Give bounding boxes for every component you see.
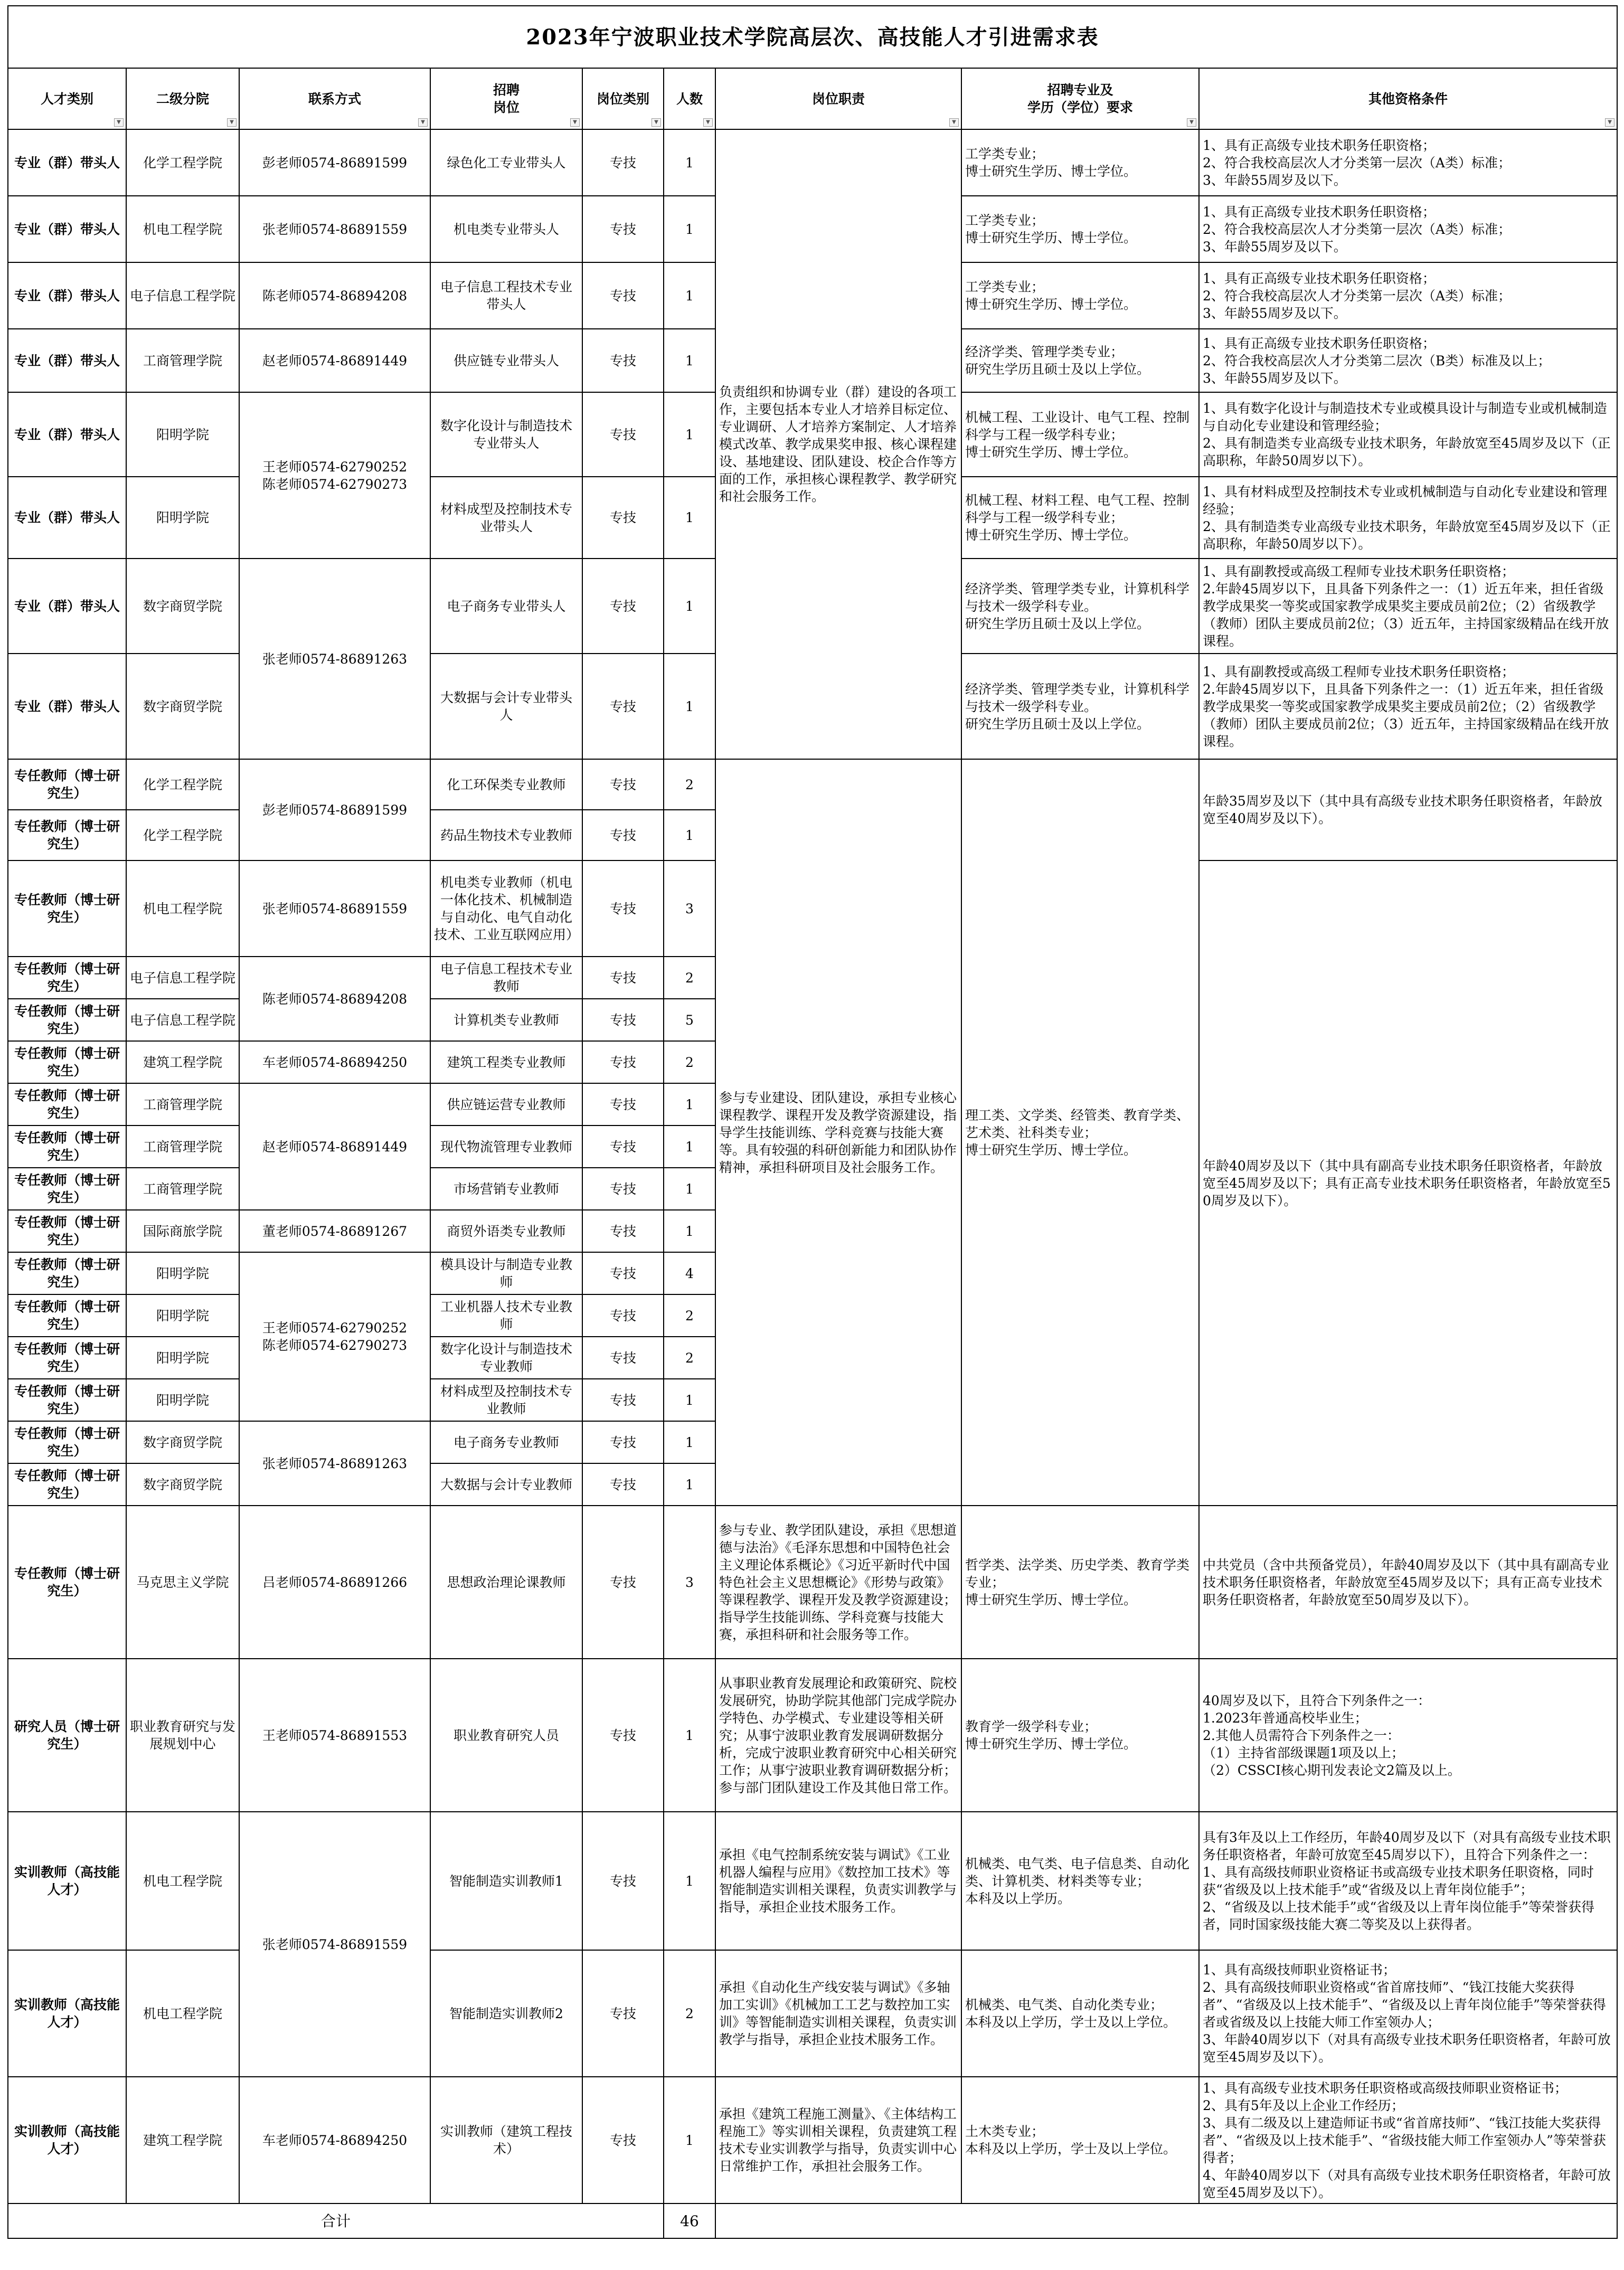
major-requirement: 经济学类、管理学类专业，计算机科学与技术一级学科专业。 研究生学历且硕士及以上学位。: [961, 654, 1199, 759]
college: 化学工程学院: [126, 810, 239, 860]
headcount: 3: [664, 1506, 715, 1659]
headcount: 1: [664, 1083, 715, 1125]
post-name: 机电类专业带头人: [430, 196, 582, 262]
headcount: 1: [664, 1168, 715, 1210]
contact: 张老师0574-86891263: [239, 1421, 430, 1506]
page-title: 2023年宁波职业技术学院高层次、高技能人才引进需求表: [8, 6, 1617, 68]
other-requirement: 1、具有正高级专业技术职务任职资格； 2、符合我校高层次人才分类第二层次（B类）标准及以上； 3、年龄55周岁及以下。: [1199, 329, 1617, 392]
post-type: 专技: [582, 129, 664, 196]
talent-category: 专任教师（博士研究生）: [8, 999, 126, 1041]
headcount: 1: [664, 1812, 715, 1950]
post-type: 专技: [582, 262, 664, 329]
other-requirement: 年龄35周岁及以下（其中具有高级专业技术职务任职资格者，年龄放宽至40周岁及以下）。: [1199, 759, 1617, 860]
table-row: [8, 1506, 1617, 1659]
contact: 彭老师0574-86891599: [239, 129, 430, 196]
post-name: 计算机类专业教师: [430, 999, 582, 1041]
talent-category: 实训教师（高技能人才）: [8, 1950, 126, 2077]
post-name: 药品生物技术专业教师: [430, 810, 582, 860]
post-type: 专技: [582, 2077, 664, 2203]
filter-dropdown-icon[interactable]: ▼: [703, 118, 713, 127]
major-requirement: 工学类专业； 博士研究生学历、博士学位。: [961, 129, 1199, 196]
headcount: 1: [664, 1210, 715, 1252]
post-name: 绿色化工专业带头人: [430, 129, 582, 196]
college: 机电工程学院: [126, 196, 239, 262]
college: 机电工程学院: [126, 1812, 239, 1950]
major-requirement: 机械类、电气类、自动化类专业； 本科及以上学历，学士及以上学位。: [961, 1950, 1199, 2077]
headcount: 2: [664, 759, 715, 810]
contact: 王老师0574-86891553: [239, 1659, 430, 1812]
major-requirement: 经济学类、管理学类专业； 研究生学历且硕士及以上学位。: [961, 329, 1199, 392]
post-name: 智能制造实训教师1: [430, 1812, 582, 1950]
headcount: 1: [664, 392, 715, 477]
college: 工商管理学院: [126, 1083, 239, 1125]
major-requirement: 经济学类、管理学类专业，计算机科学与技术一级学科专业。 研究生学历且硕士及以上学位。: [961, 559, 1199, 654]
talent-category: 专任教师（博士研究生）: [8, 1421, 126, 1463]
post-name: 模具设计与制造专业教师: [430, 1252, 582, 1294]
post-name: 工业机器人技术专业教师: [430, 1294, 582, 1337]
table-row: [8, 1659, 1617, 1812]
duties: 承担《建筑工程施工测量》、《主体结构工程施工》等实训相关课程，负责建筑工程技术专业实训教学与指导，负责实训中心日常维护工作，承担社会服务工作。: [715, 2077, 961, 2203]
college: 阳明学院: [126, 1252, 239, 1294]
talent-category: 专任教师（博士研究生）: [8, 1463, 126, 1506]
contact: 赵老师0574-86891449: [239, 329, 430, 392]
post-type: 专技: [582, 1379, 664, 1421]
other-requirement: 1、具有正高级专业技术职务任职资格； 2、符合我校高层次人才分类第一层次（A类）标准； 3、年龄55周岁及以下。: [1199, 262, 1617, 329]
other-requirement: 1、具有正高级专业技术职务任职资格； 2、符合我校高层次人才分类第一层次（A类）标准； 3、年龄55周岁及以下。: [1199, 196, 1617, 262]
headcount: 1: [664, 810, 715, 860]
post-name: 电子信息工程技术专业带头人: [430, 262, 582, 329]
post-name: 数字化设计与制造技术专业教师: [430, 1337, 582, 1379]
duties: 参与专业建设、团队建设，承担专业核心课程教学、课程开发及教学资源建设，指导学生技能训练、学科竞赛与技能大赛等。具有较强的科研创新能力和团队协作精神，承担科研项目及社会服务工作。: [715, 759, 961, 1506]
post-name: 供应链专业带头人: [430, 329, 582, 392]
talent-category: 专业（群）带头人: [8, 196, 126, 262]
other-requirement: 40周岁及以下，且符合下列条件之一： 1.2023年普通高校毕业生； 2.其他人员需符合下列条件之一： （1）主持省部级课题1项及以上； （2）CSSCI核心期刊发表论文2篇及以上。: [1199, 1659, 1617, 1812]
post-type: 专技: [582, 1950, 664, 2077]
table-row: [8, 2077, 1617, 2203]
contact: 王老师0574-62790252 陈老师0574-62790273: [239, 1252, 430, 1421]
headcount: 1: [664, 1659, 715, 1812]
major-requirement: 机械类、电气类、电子信息类、自动化类、计算机类、材料类等专业； 本科及以上学历。: [961, 1812, 1199, 1950]
other-requirement: 1、具有高级技师职业资格证书； 2、具有高级技师职业资格或“省首席技师”、“钱江技能大奖获得者”、“省级及以上技术能手”、“省级及以上青年岗位能手”等荣誉获得者或省级及以上技能大师工作室领办人； 3、年龄40周岁以下（对具有高级专业技术职务任职资格者，年龄可放宽至45周岁及以下）。: [1199, 1950, 1617, 2077]
headcount: 1: [664, 477, 715, 559]
table-row: [8, 1812, 1617, 1950]
post-type: 专技: [582, 1252, 664, 1294]
headcount: 1: [664, 1379, 715, 1421]
filter-dropdown-icon[interactable]: ▼: [114, 118, 124, 127]
major-requirement: 机械工程、材料工程、电气工程、控制科学与工程一级学科专业； 博士研究生学历、博士学位。: [961, 477, 1199, 559]
post-type: 专技: [582, 860, 664, 957]
headcount: 1: [664, 262, 715, 329]
contact: 车老师0574-86894250: [239, 2077, 430, 2203]
talent-category: 专业（群）带头人: [8, 129, 126, 196]
filter-dropdown-icon[interactable]: ▼: [1187, 118, 1196, 127]
header-duties[interactable]: 岗位职责 ▼: [715, 68, 961, 129]
college: 建筑工程学院: [126, 1041, 239, 1083]
post-type: 专技: [582, 1659, 664, 1812]
other-requirement: 1、具有材料成型及控制技术专业或机械制造与自动化专业建设和管理经验； 2、具有制造类专业高级专业技术职务，年龄放宽至45周岁及以下（正高职称，年龄50周岁以下）。: [1199, 477, 1617, 559]
post-type: 专技: [582, 1812, 664, 1950]
post-name: 机电类专业教师（机电一体化技术、机械制造与自动化、电气自动化技术、工业互联网应用）: [430, 860, 582, 957]
post-name: 大数据与会计专业带头人: [430, 654, 582, 759]
talent-category: 专任教师（博士研究生）: [8, 1252, 126, 1294]
post-type: 专技: [582, 1168, 664, 1210]
post-type: 专技: [582, 810, 664, 860]
headcount: 1: [664, 129, 715, 196]
college: 机电工程学院: [126, 1950, 239, 2077]
major-requirement: 土木类专业； 本科及以上学历，学士及以上学位。: [961, 2077, 1199, 2203]
other-requirement: 年龄40周岁及以下（其中具有副高专业技术职务任职资格者，年龄放宽至45周岁及以下；具有正高专业技术职务任职资格者，年龄放宽至50周岁及以下）。: [1199, 860, 1617, 1506]
college: 数字商贸学院: [126, 1463, 239, 1506]
post-name: 数字化设计与制造技术专业带头人: [430, 392, 582, 477]
post-type: 专技: [582, 1083, 664, 1125]
post-type: 专技: [582, 654, 664, 759]
post-type: 专技: [582, 759, 664, 810]
college: 电子信息工程学院: [126, 999, 239, 1041]
talent-category: 专业（群）带头人: [8, 392, 126, 477]
other-requirement: 中共党员（含中共预备党员），年龄40周岁及以下（其中具有副高专业技术职务任职资格者，年龄放宽至45周岁及以下；具有正高专业技术职务任职资格者，年龄放宽至50周岁及以下）。: [1199, 1506, 1617, 1659]
headcount: 2: [664, 1041, 715, 1083]
headcount: 1: [664, 329, 715, 392]
talent-category: 专任教师（博士研究生）: [8, 957, 126, 999]
talent-category: 专任教师（博士研究生）: [8, 1337, 126, 1379]
header-college[interactable]: 二级分院 ▼: [126, 68, 239, 129]
filter-dropdown-icon[interactable]: ▼: [1605, 118, 1614, 127]
post-type: 专技: [582, 1210, 664, 1252]
headcount: 3: [664, 860, 715, 957]
contact: 张老师0574-86891263: [239, 559, 430, 759]
contact: 张老师0574-86891559: [239, 196, 430, 262]
talent-category: 专业（群）带头人: [8, 477, 126, 559]
post-type: 专技: [582, 559, 664, 654]
talent-category: 专任教师（博士研究生）: [8, 1294, 126, 1337]
college: 阳明学院: [126, 477, 239, 559]
college: 化学工程学院: [126, 129, 239, 196]
post-name: 市场营销专业教师: [430, 1168, 582, 1210]
contact: 陈老师0574-86894208: [239, 957, 430, 1041]
major-requirement: 机械工程、工业设计、电气工程、控制科学与工程一级学科专业； 博士研究生学历、博士学位。: [961, 392, 1199, 477]
post-name: 建筑工程类专业教师: [430, 1041, 582, 1083]
other-requirement: 1、具有正高级专业技术职务任职资格； 2、符合我校高层次人才分类第一层次（A类）标准； 3、年龄55周岁及以下。: [1199, 129, 1617, 196]
post-name: 电子信息工程技术专业教师: [430, 957, 582, 999]
headcount: 1: [664, 1463, 715, 1506]
other-requirement: 1、具有数字化设计与制造技术专业或模具设计与制造专业或机械制造与自动化专业建设和管理经验； 2、具有制造类专业高级专业技术职务，年龄放宽至45周岁及以下（正高职称，年龄50周岁以下）。: [1199, 392, 1617, 477]
duties: 承担《自动化生产线安装与调试》《多轴加工实训》《机械加工工艺与数控加工实训》等智能制造实训相关课程，负责实训教学与指导，承担企业技术服务工作。: [715, 1950, 961, 2077]
talent-category: 实训教师（高技能人才）: [8, 1812, 126, 1950]
talent-category: 专业（群）带头人: [8, 329, 126, 392]
headcount: 1: [664, 2077, 715, 2203]
total-empty: [715, 2203, 1617, 2238]
duties: 负责组织和协调专业（群）建设的各项工作，主要包括本专业人才培养目标定位、专业调研、人才培养方案制定、人才培养模式改革、教学成果奖申报、核心课程建设、基地建设、团队建设、校企合作等方面的工作，承担核心课程教学、教学研究和社会服务工作。: [715, 129, 961, 759]
contact: 陈老师0574-86894208: [239, 262, 430, 329]
contact: 车老师0574-86894250: [239, 1041, 430, 1083]
post-name: 材料成型及控制技术专业教师: [430, 1379, 582, 1421]
headcount: 2: [664, 1950, 715, 2077]
talent-category: 专任教师（博士研究生）: [8, 1083, 126, 1125]
contact: 董老师0574-86891267: [239, 1210, 430, 1252]
post-type: 专技: [582, 1294, 664, 1337]
filter-dropdown-icon[interactable]: ▼: [227, 118, 237, 127]
college: 阳明学院: [126, 1337, 239, 1379]
college: 工商管理学院: [126, 1125, 239, 1168]
filter-dropdown-icon[interactable]: ▼: [418, 118, 428, 127]
major-requirement: 教育学一级学科专业； 博士研究生学历、博士学位。: [961, 1659, 1199, 1812]
header-contact[interactable]: 联系方式 ▼: [239, 68, 430, 129]
post-name: 职业教育研究人员: [430, 1659, 582, 1812]
post-type: 专技: [582, 1463, 664, 1506]
college: 阳明学院: [126, 392, 239, 477]
college: 机电工程学院: [126, 860, 239, 957]
talent-category: 专任教师（博士研究生）: [8, 810, 126, 860]
headcount: 2: [664, 957, 715, 999]
post-name: 供应链运营专业教师: [430, 1083, 582, 1125]
talent-category: 专业（群）带头人: [8, 262, 126, 329]
post-name: 商贸外语类专业教师: [430, 1210, 582, 1252]
contact: 赵老师0574-86891449: [239, 1083, 430, 1210]
headcount: 1: [664, 1125, 715, 1168]
post-type: 专技: [582, 1337, 664, 1379]
header-post[interactable]: 招聘 岗位 ▼: [430, 68, 582, 129]
headcount: 2: [664, 1294, 715, 1337]
post-name: 化工环保类专业教师: [430, 759, 582, 810]
college: 数字商贸学院: [126, 1421, 239, 1463]
post-name: 材料成型及控制技术专业带头人: [430, 477, 582, 559]
talent-category: 专任教师（博士研究生）: [8, 860, 126, 957]
college: 电子信息工程学院: [126, 957, 239, 999]
talent-category: 专任教师（博士研究生）: [8, 1168, 126, 1210]
post-type: 专技: [582, 1506, 664, 1659]
college: 工商管理学院: [126, 1168, 239, 1210]
post-name: 电子商务专业教师: [430, 1421, 582, 1463]
headcount: 4: [664, 1252, 715, 1294]
college: 职业教育研究与发展规划中心: [126, 1659, 239, 1812]
headcount: 1: [664, 559, 715, 654]
college: 数字商贸学院: [126, 559, 239, 654]
college: 数字商贸学院: [126, 654, 239, 759]
college: 电子信息工程学院: [126, 262, 239, 329]
talent-category: 实训教师（高技能人才）: [8, 2077, 126, 2203]
major-requirement: 工学类专业； 博士研究生学历、博士学位。: [961, 196, 1199, 262]
header-post-type[interactable]: 岗位类别 ▼: [582, 68, 664, 129]
talent-category: 专任教师（博士研究生）: [8, 1379, 126, 1421]
post-name: 电子商务专业带头人: [430, 559, 582, 654]
other-requirement: 1、具有副教授或高级工程师专业技术职务任职资格； 2.年龄45周岁以下，且具备下列条件之一：（1）近五年来，担任省级教学成果奖一等奖或国家教学成果奖主要成员前2位；（2）省级教学（教师）团队主要成员前2位；（3）近五年，主持国家级精品在线开放课程。: [1199, 654, 1617, 759]
post-name: 大数据与会计专业教师: [430, 1463, 582, 1506]
filter-dropdown-icon[interactable]: ▼: [652, 118, 661, 127]
college: 建筑工程学院: [126, 2077, 239, 2203]
duties: 从事职业教育发展理论和政策研究、院校发展研究，协助学院其他部门完成学院办学特色、办学模式、专业建设等相关研究；从事宁波职业教育发展调研数据分析，完成宁波职业教育研究中心相关研究工作；从事宁波职业教育调研数据分析；参与部门团队建设工作及其他日常工作。: [715, 1659, 961, 1812]
talent-category: 专任教师（博士研究生）: [8, 759, 126, 810]
post-type: 专技: [582, 999, 664, 1041]
contact: 彭老师0574-86891599: [239, 759, 430, 860]
header-count[interactable]: 人数 ▼: [664, 68, 715, 129]
total-value: 46: [664, 2203, 715, 2238]
table-row: [8, 129, 1617, 196]
college: 阳明学院: [126, 1379, 239, 1421]
college: 工商管理学院: [126, 329, 239, 392]
headcount: 1: [664, 196, 715, 262]
college: 阳明学院: [126, 1294, 239, 1337]
other-requirement: 具有3年及以上工作经历，年龄40周岁及以下（对具有高级专业技术职务任职资格者，年龄可放宽至45周岁以下），且符合下列条件之一： 1、具有高级技师职业资格证书或高级专业技术职务任职资格，同时获“省级及以上技术能手”或“省级及以上青年岗位能手”； 2、“省级及以上技术能手”或“省级及以上青年岗位能手”等荣誉获得者，同时国家级技能大赛二等奖及以上获得者。: [1199, 1812, 1617, 1950]
total-label: 合计: [8, 2203, 664, 2238]
filter-dropdown-icon[interactable]: ▼: [570, 118, 580, 127]
header-major[interactable]: 招聘专业及 学历（学位）要求 ▼: [961, 68, 1199, 129]
post-type: 专技: [582, 477, 664, 559]
contact: 王老师0574-62790252 陈老师0574-62790273: [239, 392, 430, 559]
college: 马克思主义学院: [126, 1506, 239, 1659]
post-name: 智能制造实训教师2: [430, 1950, 582, 2077]
talent-category: 专任教师（博士研究生）: [8, 1041, 126, 1083]
major-requirement: 理工类、文学类、经管类、教育学类、艺术类、社科类专业； 博士研究生学历、博士学位。: [961, 759, 1199, 1506]
major-requirement: 工学类专业； 博士研究生学历、博士学位。: [961, 262, 1199, 329]
total-row: [8, 2203, 1617, 2238]
post-type: 专技: [582, 392, 664, 477]
headcount: 1: [664, 1421, 715, 1463]
post-name: 思想政治理论课教师: [430, 1506, 582, 1659]
talent-category: 专任教师（博士研究生）: [8, 1125, 126, 1168]
post-type: 专技: [582, 196, 664, 262]
talent-category: 研究人员（博士研究生）: [8, 1659, 126, 1812]
post-type: 专技: [582, 957, 664, 999]
other-requirement: 1、具有副教授或高级工程师专业技术职务任职资格； 2.年龄45周岁以下，且具备下列条件之一：（1）近五年来，担任省级教学成果奖一等奖或国家教学成果奖主要成员前2位；（2）省级教学（教师）团队主要成员前2位；（3）近五年，主持国家级精品在线开放课程。: [1199, 559, 1617, 654]
other-requirement: 1、具有高级专业技术职务任职资格或高级技师职业资格证书； 2、具有5年及以上企业工作经历； 3、具有二级及以上建造师证书或“省首席技师”、“钱江技能大奖获得者”、“省级及以上技术能手”、“省级技能大师工作室领办人”等荣誉获得者； 4、年龄40周岁以下（对具有高级专业技术职务任职资格者，年龄可放宽至45周岁及以下）。: [1199, 2077, 1617, 2203]
contact: 张老师0574-86891559: [239, 1812, 430, 2077]
post-name: 实训教师（建筑工程技术）: [430, 2077, 582, 2203]
contact: 吕老师0574-86891266: [239, 1506, 430, 1659]
duties: 承担《电气控制系统安装与调试》《工业机器人编程与应用》《数控加工技术》等智能制造实训相关课程，负责实训教学与指导，承担企业技术服务工作。: [715, 1812, 961, 1950]
table-row: [8, 759, 1617, 810]
duties: 参与专业、教学团队建设，承担《思想道德与法治》《毛泽东思想和中国特色社会主义理论体系概论》《习近平新时代中国特色社会主义思想概论》《形势与政策》等课程教学、课程开发及教学资源建设；指导学生技能训练、学科竞赛与技能大赛，承担科研和社会服务等工作。: [715, 1506, 961, 1659]
post-name: 现代物流管理专业教师: [430, 1125, 582, 1168]
contact: 张老师0574-86891559: [239, 860, 430, 957]
post-type: 专技: [582, 1125, 664, 1168]
talent-category: 专任教师（博士研究生）: [8, 1506, 126, 1659]
headcount: 5: [664, 999, 715, 1041]
headcount: 1: [664, 654, 715, 759]
college: 化学工程学院: [126, 759, 239, 810]
filter-dropdown-icon[interactable]: ▼: [949, 118, 959, 127]
recruitment-table: [7, 5, 1618, 2239]
headcount: 2: [664, 1337, 715, 1379]
talent-category: 专业（群）带头人: [8, 559, 126, 654]
talent-category: 专业（群）带头人: [8, 654, 126, 759]
major-requirement: 哲学类、法学类、历史学类、教育学类专业； 博士研究生学历、博士学位。: [961, 1506, 1199, 1659]
post-type: 专技: [582, 1041, 664, 1083]
post-type: 专技: [582, 1421, 664, 1463]
header-other[interactable]: 其他资格条件 ▼: [1199, 68, 1617, 129]
post-type: 专技: [582, 329, 664, 392]
college: 国际商旅学院: [126, 1210, 239, 1252]
header-category[interactable]: 人才类别 ▼: [8, 68, 126, 129]
talent-category: 专任教师（博士研究生）: [8, 1210, 126, 1252]
